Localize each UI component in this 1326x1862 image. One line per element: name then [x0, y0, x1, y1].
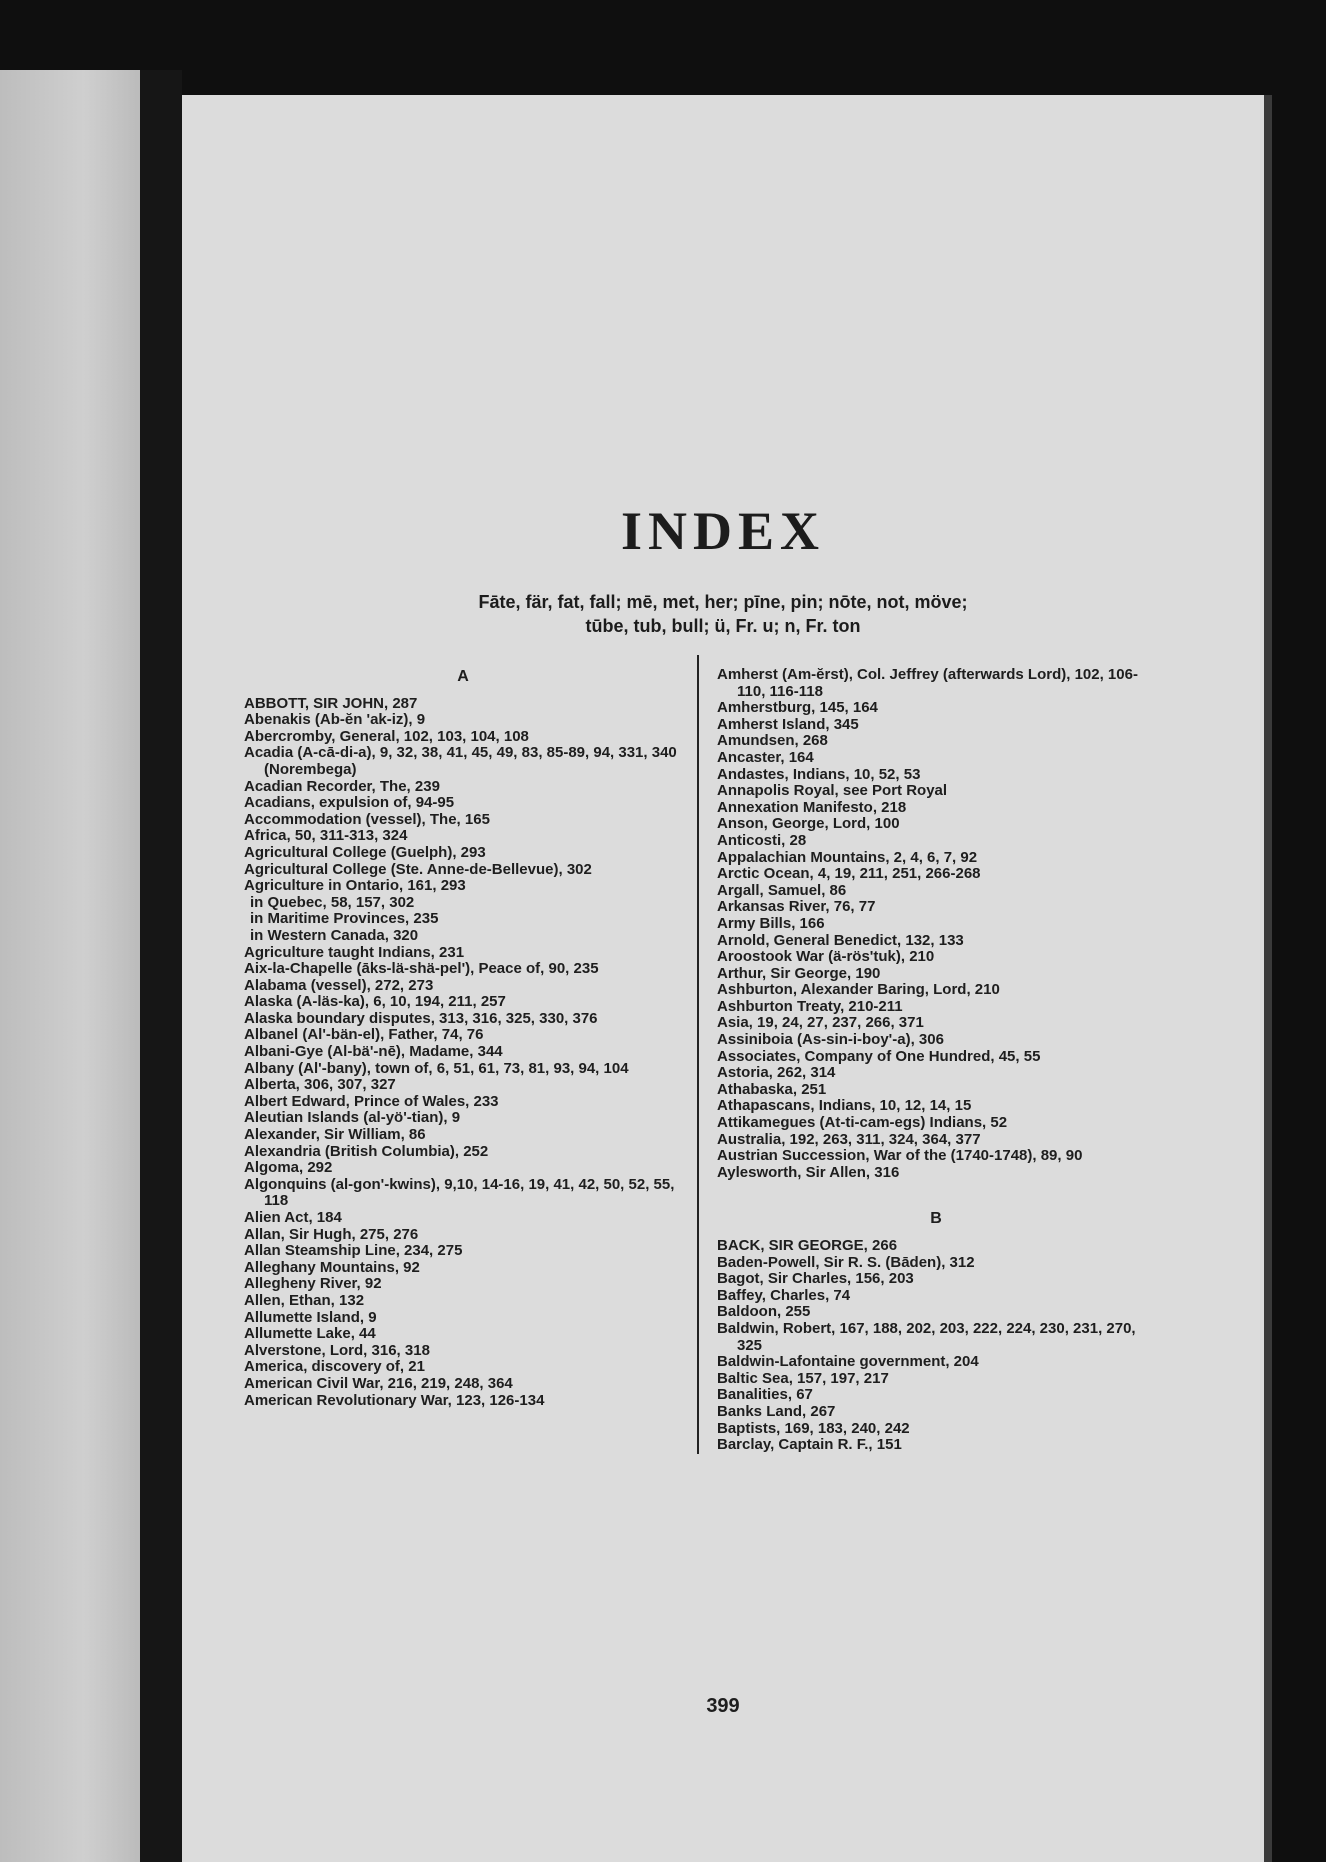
index-column-left [244, 667, 682, 1409]
index-entry: Baldwin, Robert, 167, 188, 202, 203, 222, 224, 230, 231, 270, 325 [717, 1319, 1136, 1354]
entry-list-right-a [717, 667, 1155, 1181]
index-entry: Allegheny River, 92 [244, 1275, 382, 1293]
index-entry: Agriculture taught Indians, 231 [244, 943, 465, 961]
index-entry: Barclay, Captain R. F., 151 [717, 1436, 902, 1454]
index-entry: Alleghany Mountains, 92 [244, 1258, 420, 1276]
index-entry: Appalachian Mountains, 2, 4, 6, 7, 92 [717, 848, 978, 866]
index-entry: Acadia (A-cā-di-a), 9, 32, 38, 41, 45, 49, 83, 85-89, 94, 331, 340 (Norembega) [244, 744, 677, 778]
page-title: INDEX [620, 501, 826, 561]
index-entry: American Civil War, 216, 219, 248, 364 [244, 1374, 513, 1392]
index-entry: Astoria, 262, 314 [717, 1064, 836, 1082]
index-entry: Aleutian Islands (al-yö'-tian), 9 [244, 1109, 461, 1127]
index-entry: Albani-Gye (Al-bä'-nē), Madame, 344 [244, 1043, 503, 1061]
index-entry: Alabama (vessel), 272, 273 [244, 976, 434, 994]
index-entry: America, discovery of, 21 [244, 1358, 425, 1376]
index-entry: Aroostook War (ä-rös'tuk), 210 [717, 948, 935, 966]
index-entry: Aix-la-Chapelle (āks-lä-shä-pel'), Peace of, 90, 235 [244, 960, 599, 978]
section-letter-b: B [930, 1210, 942, 1228]
index-entry: Alien Act, 184 [244, 1209, 342, 1226]
index-entry: Allen, Ethan, 132 [244, 1291, 365, 1309]
index-entry: Amherst Island, 345 [717, 715, 859, 733]
book-spine-shadow [140, 70, 182, 1862]
index-entry: Annapolis Royal, see Port Royal [717, 782, 948, 800]
index-entry: Agricultural College (Ste. Anne-de-Bellevue), 302 [244, 860, 592, 878]
index-entry: Assiniboia (As-sin-i-boy'-a), 306 [717, 1031, 944, 1049]
index-entry: Athabaska, 251 [717, 1080, 827, 1098]
index-entry: Allan Steamship Line, 234, 275 [244, 1242, 463, 1260]
facing-page-edge [0, 70, 140, 1862]
index-entry: Bagot, Sir Charles, 156, 203 [717, 1270, 914, 1288]
index-entry: Banalities, 67 [717, 1386, 813, 1404]
index-entry: Baldoon, 255 [717, 1303, 811, 1321]
index-entry: Albany (Al'-bany), town of, 6, 51, 61, 73, 81, 93, 94, 104 [244, 1059, 629, 1077]
index-entry: Algoma, 292 [244, 1159, 333, 1177]
index-entry: Alverstone, Lord, 316, 318 [244, 1341, 430, 1359]
index-entry: Baden-Powell, Sir R. S. (Bāden), 312 [717, 1253, 975, 1271]
index-entry: Allan, Sir Hugh, 275, 276 [244, 1225, 419, 1243]
index-entry: Amherstburg, 145, 164 [717, 699, 878, 717]
index-entry: Baptists, 169, 183, 240, 242 [717, 1419, 910, 1437]
index-entry: ABBOTT, SIR JOHN, 287 [244, 694, 418, 712]
index-entry: Attikamegues (At-ti-cam-egs) Indians, 52 [717, 1114, 1008, 1132]
index-entry: Austrian Succession, War of the (1740-1748), 89, 90 [717, 1147, 1083, 1165]
index-entry: Allumette Lake, 44 [244, 1325, 376, 1343]
index-entry: Africa, 50, 311-313, 324 [244, 827, 408, 845]
index-entry: Associates, Company of One Hundred, 45, 55 [717, 1047, 1041, 1065]
entry-list-right-b [717, 1238, 1155, 1454]
index-entry: Alexandria (British Columbia), 252 [244, 1142, 489, 1160]
index-entry: Ancaster, 164 [717, 748, 814, 766]
index-entry: Algonquins (al-gon'-kwins), 9,10, 14-16, 19, 41, 42, 50, 52, 55, 118 [244, 1175, 675, 1210]
index-entry: Albanel (Al'-bän-el), Father, 74, 76 [244, 1026, 484, 1044]
index-entry: Amundsen, 268 [717, 732, 828, 750]
index-entry: Acadians, expulsion of, 94-95 [244, 794, 455, 812]
index-entry: Ashburton, Alexander Baring, Lord, 210 [717, 981, 1000, 999]
pronunciation-key [182, 590, 1264, 638]
index-page [182, 95, 1272, 1862]
index-entry: Alberta, 306, 307, 327 [244, 1076, 396, 1094]
index-entry: Acadian Recorder, The, 239 [244, 777, 440, 795]
index-entry: Arctic Ocean, 4, 19, 211, 251, 266-268 [717, 865, 981, 883]
index-entry: Abenakis (Ab-ĕn 'ak-iz), 9 [244, 711, 426, 729]
index-entry: Asia, 19, 24, 27, 237, 266, 371 [717, 1014, 924, 1032]
index-entry: Andastes, Indians, 10, 52, 53 [717, 765, 921, 783]
index-entry: Baltic Sea, 157, 197, 217 [717, 1369, 889, 1387]
index-header [182, 500, 1264, 638]
index-entry: Amherst (Am-ĕrst), Col. Jeffrey (afterwards Lord), 102, 106-110, 116-118 [717, 666, 1138, 700]
index-entry: Athapascans, Indians, 10, 12, 14, 15 [717, 1097, 972, 1115]
index-entry: Annexation Manifesto, 218 [717, 798, 907, 816]
page-number: 399 [706, 1695, 740, 1717]
section-letter-a: A [457, 668, 469, 685]
index-entry: in Western Canada, 320 [250, 926, 419, 944]
index-entry: Banks Land, 267 [717, 1402, 836, 1420]
index-entry: Anson, George, Lord, 100 [717, 815, 900, 833]
index-entry: Baldwin-Lafontaine government, 204 [717, 1353, 979, 1371]
index-entry: Agricultural College (Guelph), 293 [244, 843, 486, 861]
index-entry: Accommodation (vessel), The, 165 [244, 810, 490, 828]
index-entry: Arkansas River, 76, 77 [717, 898, 876, 916]
index-entry: in Maritime Provinces, 235 [250, 910, 439, 928]
pronunciation-line-1: Fāte, fär, fat, fall; mē, met, her; pīne, pin; nōte, not, möve; [478, 592, 968, 612]
index-column-right [697, 655, 1155, 1454]
index-entry: Baffey, Charles, 74 [717, 1286, 851, 1304]
index-entry: Anticosti, 28 [717, 831, 807, 849]
index-entry: Albert Edward, Prince of Wales, 233 [244, 1092, 499, 1110]
index-entry: Abercromby, General, 102, 103, 104, 108 [244, 727, 529, 745]
index-entry: American Revolutionary War, 123, 126-134 [244, 1391, 545, 1409]
index-entry: Alaska boundary disputes, 313, 316, 325, 330, 376 [244, 1009, 598, 1027]
index-entry: Ashburton Treaty, 210-211 [717, 997, 903, 1015]
pronunciation-line-2: tūbe, tub, bull; ü, Fr. u; n, Fr. ton [585, 616, 861, 636]
index-entry: in Quebec, 58, 157, 302 [250, 893, 415, 911]
index-entry: Army Bills, 166 [717, 914, 825, 932]
index-entry: Agriculture in Ontario, 161, 293 [244, 877, 466, 895]
index-entry: Allumette Island, 9 [244, 1308, 377, 1326]
index-entry: Alaska (A-läs-ka), 6, 10, 194, 211, 257 [244, 993, 506, 1011]
entry-list-left [244, 696, 682, 1410]
index-entry: Australia, 192, 263, 311, 324, 364, 377 [717, 1130, 981, 1148]
index-entry: Argall, Samuel, 86 [717, 881, 847, 899]
index-entry: BACK, SIR GEORGE, 266 [717, 1237, 898, 1254]
index-entry: Alexander, Sir William, 86 [244, 1126, 426, 1144]
index-entry: Arthur, Sir George, 190 [717, 964, 881, 982]
index-entry: Aylesworth, Sir Allen, 316 [717, 1163, 900, 1181]
index-entry: Arnold, General Benedict, 132, 133 [717, 931, 964, 949]
